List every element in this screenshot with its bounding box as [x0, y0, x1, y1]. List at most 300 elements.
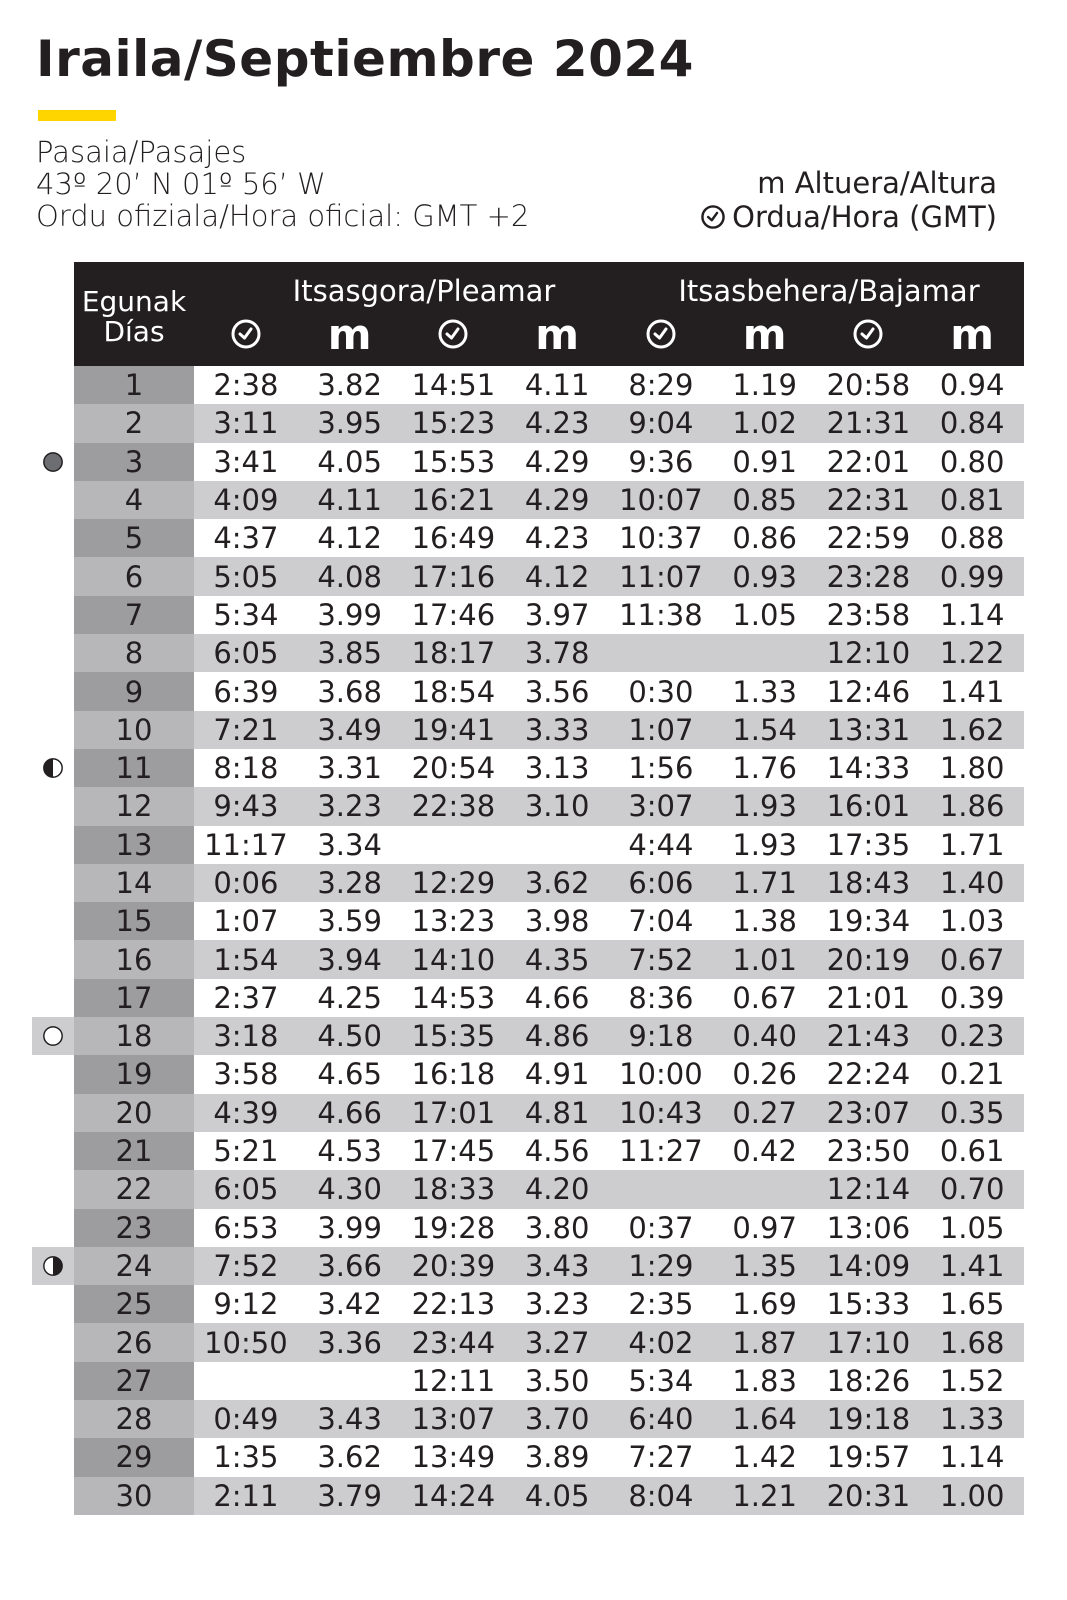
high-tide-header: Itsasgora/Pleamar	[292, 274, 556, 308]
low-tide-2-height: 0.61	[939, 1134, 1005, 1169]
high-tide-1-height: 3.95	[317, 406, 382, 441]
low-tide-2-time: 19:57	[826, 1440, 911, 1475]
high-tide-2-time: 18:17	[411, 636, 496, 671]
high-tide-2-height: 4.05	[524, 1478, 590, 1513]
low-tide-1-time: 7:52	[628, 942, 694, 977]
height-header: m	[742, 310, 787, 359]
table-row	[74, 749, 1024, 787]
high-tide-1-height: 3.31	[317, 751, 382, 786]
high-tide-1-height: 4.66	[317, 1095, 382, 1130]
high-tide-2-time: 22:13	[411, 1287, 496, 1322]
low-tide-1-height: 1.01	[732, 942, 797, 977]
high-tide-1-time: 1:35	[213, 1440, 279, 1475]
low-tide-1-time: 1:56	[628, 751, 694, 786]
high-tide-1-height: 3.28	[317, 866, 382, 900]
table-row	[74, 596, 1024, 634]
low-tide-2-time: 21:01	[826, 980, 911, 1015]
low-tide-2-height: 0.35	[939, 1095, 1005, 1130]
low-tide-1-time: 1:29	[628, 1248, 694, 1283]
high-tide-1-height: 3.23	[317, 789, 382, 824]
high-tide-1-time: 7:52	[213, 1248, 279, 1283]
low-tide-1-time: 8:04	[628, 1478, 694, 1513]
table-row	[74, 634, 1024, 672]
low-tide-2-time: 20:19	[826, 942, 911, 977]
day-number: 21	[74, 1132, 194, 1170]
low-tide-2-time: 23:58	[826, 597, 911, 632]
high-tide-1-height: 3.42	[317, 1287, 382, 1322]
low-tide-2-time: 23:07	[826, 1095, 911, 1130]
high-tide-1-height: 4.08	[317, 559, 382, 594]
high-tide-2-time: 14:10	[411, 942, 496, 977]
days-header-es: Días	[103, 315, 165, 348]
low-tide-1-height: 1.54	[732, 712, 797, 747]
last-quarter-moon-icon	[32, 1247, 74, 1285]
high-tide-2-height: 4.23	[524, 521, 590, 556]
high-tide-2-height: 4.12	[524, 559, 590, 594]
days-header-eu: Egunak	[81, 285, 187, 318]
table-header	[74, 262, 1024, 366]
official-time: Ordu ofiziala/Hora oficial: GMT +2	[36, 199, 530, 233]
high-tide-2-time: 20:39	[411, 1248, 496, 1283]
low-tide-1-height: 0.86	[732, 521, 797, 556]
low-tide-1-height: 1.02	[732, 406, 797, 441]
table-row	[74, 1285, 1024, 1323]
low-tide-2-time: 22:31	[826, 483, 911, 518]
day-number: 13	[74, 826, 194, 864]
low-tide-2-time: 14:09	[826, 1248, 911, 1283]
low-tide-1-height: 0.40	[732, 1019, 797, 1054]
table-row	[74, 672, 1024, 710]
low-tide-2-height: 0.67	[939, 942, 1005, 977]
table-row	[74, 787, 1024, 825]
low-tide-1-time: 10:00	[619, 1057, 703, 1092]
low-tide-1-height: 0.85	[732, 483, 797, 518]
high-tide-1-time: 3:41	[213, 444, 279, 479]
low-tide-2-height: 1.40	[939, 866, 1005, 900]
low-tide-1-time: 6:40	[628, 1402, 694, 1437]
low-tide-1-height: 0.67	[732, 980, 797, 1015]
legend-height-label: m Altuera/Altura	[757, 166, 997, 200]
high-tide-2-time: 13:23	[411, 904, 496, 939]
low-tide-2-time: 21:43	[826, 1019, 911, 1054]
low-tide-2-height: 0.99	[939, 559, 1005, 594]
high-tide-2-height: 4.66	[524, 980, 590, 1015]
day-number: 5	[74, 519, 194, 557]
low-tide-1-height: 1.93	[732, 827, 797, 862]
low-tide-1-time: 4:02	[628, 1325, 694, 1360]
first-quarter-moon-icon	[32, 749, 74, 787]
high-tide-1-time: 4:39	[213, 1095, 279, 1130]
low-tide-1-time: 10:43	[619, 1095, 703, 1130]
table-row	[74, 1438, 1024, 1476]
high-tide-2-height: 3.97	[524, 597, 590, 632]
high-tide-1-time: 1:54	[213, 942, 279, 977]
table-row	[74, 443, 1024, 481]
low-tide-1-time: 10:07	[619, 483, 703, 518]
low-tide-1-time: 9:18	[628, 1019, 694, 1054]
high-tide-2-height: 4.29	[524, 483, 590, 518]
low-tide-1-height: 1.33	[732, 674, 797, 709]
high-tide-2-height: 3.98	[524, 904, 590, 939]
low-tide-2-time: 20:31	[826, 1478, 911, 1513]
high-tide-1-time: 4:09	[213, 483, 279, 518]
low-tide-1-time: 11:07	[619, 559, 703, 594]
high-tide-1-height: 3.62	[317, 1440, 382, 1475]
high-tide-1-height: 4.53	[317, 1134, 382, 1169]
high-tide-2-time: 14:53	[411, 980, 496, 1015]
low-tide-1-height: 1.71	[732, 866, 797, 900]
low-tide-2-time: 23:28	[826, 559, 911, 594]
height-header: m	[950, 310, 994, 359]
low-tide-2-height: 0.88	[939, 521, 1005, 556]
low-tide-1-time: 9:36	[628, 444, 694, 479]
low-tide-1-time: 11:27	[619, 1134, 703, 1169]
low-tide-1-time: 8:36	[628, 980, 694, 1015]
low-tide-2-height: 1.00	[939, 1478, 1005, 1513]
high-tide-1-time: 2:11	[213, 1478, 279, 1513]
low-tide-2-height: 1.41	[939, 674, 1005, 709]
high-tide-1-height: 4.65	[317, 1057, 382, 1092]
high-tide-1-time: 3:58	[213, 1057, 279, 1092]
high-tide-1-height: 3.99	[317, 1210, 382, 1245]
low-tide-1-height: 1.35	[732, 1248, 797, 1283]
table-row	[74, 1170, 1024, 1208]
high-tide-2-height: 3.13	[524, 751, 590, 786]
clock-icon	[700, 204, 726, 230]
day-number: 7	[74, 596, 194, 634]
high-tide-1-height: 4.12	[317, 521, 382, 556]
high-tide-1-time: 10:50	[204, 1325, 288, 1360]
high-tide-2-height: 3.80	[524, 1210, 590, 1245]
low-tide-1-time: 7:04	[628, 904, 694, 939]
day-number: 24	[74, 1247, 194, 1285]
high-tide-1-time: 0:06	[213, 866, 279, 900]
high-tide-1-time: 7:21	[213, 712, 279, 747]
low-tide-1-height: 0.27	[732, 1095, 797, 1130]
high-tide-2-time: 16:49	[411, 521, 496, 556]
low-tide-2-height: 1.14	[939, 1440, 1005, 1475]
day-number: 30	[74, 1477, 194, 1515]
high-tide-1-time: 8:18	[213, 751, 279, 786]
table-row	[74, 1017, 1024, 1055]
high-tide-2-time: 14:51	[411, 368, 496, 403]
accent-bar	[38, 110, 116, 121]
low-tide-2-time: 23:50	[826, 1134, 911, 1169]
table-row	[74, 404, 1024, 442]
low-tide-1-height: 0.93	[732, 559, 797, 594]
day-number: 29	[74, 1438, 194, 1476]
high-tide-2-height: 4.35	[524, 942, 590, 977]
low-tide-2-time: 12:10	[826, 636, 911, 671]
high-tide-2-time: 22:38	[411, 789, 496, 824]
low-tide-2-time: 22:01	[826, 444, 911, 479]
low-tide-2-time: 15:33	[826, 1287, 911, 1322]
high-tide-2-time: 17:16	[411, 559, 496, 594]
day-number: 8	[74, 634, 194, 672]
tide-table	[74, 262, 1024, 1515]
high-tide-2-height: 3.89	[524, 1440, 590, 1475]
high-tide-2-height: 3.70	[524, 1402, 590, 1437]
low-tide-2-time: 16:01	[826, 789, 911, 824]
low-tide-1-height: 0.91	[732, 444, 797, 479]
low-tide-2-height: 1.22	[939, 636, 1005, 671]
high-tide-1-height: 4.50	[317, 1019, 382, 1054]
high-tide-1-time: 4:37	[213, 521, 279, 556]
low-tide-2-time: 22:59	[826, 521, 911, 556]
high-tide-1-height: 3.82	[317, 368, 382, 403]
low-tide-2-time: 17:35	[826, 827, 911, 862]
high-tide-1-height: 3.34	[317, 827, 382, 862]
low-tide-2-height: 1.62	[939, 712, 1005, 747]
high-tide-2-time: 14:24	[411, 1478, 496, 1513]
location-info	[36, 136, 529, 232]
low-tide-1-time: 2:35	[628, 1287, 694, 1322]
table-row	[74, 1132, 1024, 1170]
low-tide-1-time: 0:30	[628, 674, 694, 709]
legend-height	[700, 166, 997, 200]
low-tide-1-height: 1.19	[732, 368, 797, 403]
legend-time-label: Ordua/Hora (GMT)	[732, 200, 997, 234]
day-number: 19	[74, 1055, 194, 1093]
low-tide-2-time: 13:31	[826, 712, 911, 747]
low-tide-1-height: 1.69	[732, 1287, 797, 1322]
low-tide-2-height: 0.70	[939, 1172, 1005, 1207]
table-row	[74, 557, 1024, 595]
day-number: 4	[74, 481, 194, 519]
high-tide-2-time: 19:28	[411, 1210, 496, 1245]
high-tide-1-height: 3.68	[317, 674, 382, 709]
low-tide-1-height: 1.42	[732, 1440, 797, 1475]
low-tide-1-time: 6:06	[628, 866, 694, 900]
high-tide-1-time: 2:37	[213, 980, 279, 1015]
low-tide-1-height: 1.05	[732, 597, 797, 632]
low-tide-2-height: 1.14	[939, 597, 1005, 632]
high-tide-2-time: 16:21	[411, 483, 496, 518]
high-tide-1-height: 3.49	[317, 712, 382, 747]
high-tide-1-time: 9:12	[213, 1287, 279, 1322]
high-tide-2-time: 15:23	[411, 406, 496, 441]
day-number: 16	[74, 940, 194, 978]
high-tide-2-time: 15:35	[411, 1019, 496, 1054]
high-tide-2-height: 3.23	[524, 1287, 590, 1322]
high-tide-2-height: 4.29	[524, 444, 590, 479]
high-tide-2-time: 17:45	[411, 1134, 496, 1169]
high-tide-1-time: 11:17	[204, 827, 288, 862]
low-tide-2-height: 1.68	[939, 1325, 1005, 1360]
day-number: 3	[74, 443, 194, 481]
high-tide-1-height: 3.59	[317, 904, 382, 939]
day-number: 12	[74, 787, 194, 825]
low-tide-2-height: 1.41	[939, 1248, 1005, 1283]
low-tide-2-height: 0.21	[939, 1057, 1005, 1092]
low-tide-2-height: 1.65	[939, 1287, 1005, 1322]
low-tide-2-height: 1.80	[939, 751, 1005, 786]
day-number: 9	[74, 672, 194, 710]
low-tide-1-time: 4:44	[628, 827, 694, 862]
high-tide-2-height: 4.11	[524, 368, 590, 403]
low-tide-1-time: 9:04	[628, 406, 694, 441]
day-number: 10	[74, 711, 194, 749]
high-tide-2-time: 12:11	[411, 1363, 496, 1398]
table-row	[74, 1323, 1024, 1361]
low-tide-1-height: 0.42	[732, 1134, 797, 1169]
low-tide-1-height: 1.21	[732, 1478, 797, 1513]
low-tide-2-time: 19:18	[826, 1402, 911, 1437]
low-tide-1-height: 1.38	[732, 904, 797, 939]
high-tide-2-time: 18:33	[411, 1172, 496, 1207]
low-tide-2-time: 18:26	[826, 1363, 911, 1398]
low-tide-2-time: 22:24	[826, 1057, 911, 1092]
low-tide-2-height: 0.23	[939, 1019, 1005, 1054]
full-moon-icon	[32, 1017, 74, 1055]
day-number: 17	[74, 979, 194, 1017]
high-tide-1-height: 3.94	[317, 942, 382, 977]
location-coords: 43º 20’ N 01º 56’ W	[36, 167, 326, 201]
table-row	[74, 1094, 1024, 1132]
table-row	[74, 1362, 1024, 1400]
high-tide-1-time: 3:11	[213, 406, 279, 441]
legend-time	[700, 200, 997, 234]
low-tide-1-height: 0.97	[732, 1210, 797, 1245]
day-number: 11	[74, 749, 194, 787]
high-tide-1-time: 6:05	[213, 1172, 279, 1207]
high-tide-1-time: 2:38	[213, 368, 279, 403]
high-tide-2-time: 12:29	[411, 866, 496, 900]
table-row	[74, 519, 1024, 557]
height-header: m	[327, 310, 372, 359]
days-header	[74, 262, 194, 366]
low-tide-1-time: 8:29	[628, 368, 694, 403]
day-number: 6	[74, 557, 194, 595]
day-number: 27	[74, 1362, 194, 1400]
low-tide-2-time: 17:10	[826, 1325, 911, 1360]
high-tide-1-height: 3.85	[317, 636, 382, 671]
low-tide-1-time: 0:37	[628, 1210, 694, 1245]
page-title: Iraila/Septiembre 2024	[36, 30, 694, 88]
day-number: 25	[74, 1285, 194, 1323]
high-tide-1-time: 5:05	[213, 559, 279, 594]
table-row	[74, 481, 1024, 519]
low-tide-1-height: 0.26	[732, 1057, 797, 1092]
low-tide-2-time: 12:14	[826, 1172, 911, 1207]
high-tide-2-time: 17:46	[411, 597, 496, 632]
table-row	[74, 1400, 1024, 1438]
day-number: 23	[74, 1209, 194, 1247]
high-tide-2-height: 3.50	[524, 1363, 590, 1398]
table-row	[74, 1247, 1024, 1285]
height-header: m	[535, 310, 579, 359]
day-number: 26	[74, 1323, 194, 1361]
table-row	[74, 711, 1024, 749]
low-tide-2-height: 0.80	[939, 444, 1005, 479]
high-tide-2-height: 3.10	[524, 789, 590, 824]
location-name: Pasaia/Pasajes	[36, 135, 247, 169]
low-tide-2-time: 20:58	[826, 368, 911, 403]
day-number: 28	[74, 1400, 194, 1438]
high-tide-2-height: 3.27	[524, 1325, 590, 1360]
table-body	[74, 366, 1024, 1515]
high-tide-2-height: 4.86	[524, 1019, 590, 1054]
high-tide-2-height: 4.23	[524, 406, 590, 441]
low-tide-2-time: 21:31	[826, 406, 911, 441]
table-row	[74, 902, 1024, 940]
day-number: 20	[74, 1094, 194, 1132]
high-tide-2-height: 4.81	[524, 1095, 590, 1130]
high-tide-1-time: 6:53	[213, 1210, 279, 1245]
high-tide-1-time: 5:34	[213, 597, 279, 632]
legend	[700, 166, 997, 234]
high-tide-1-height: 3.99	[317, 597, 382, 632]
high-tide-1-height: 4.25	[317, 980, 382, 1015]
day-number: 18	[74, 1017, 194, 1055]
high-tide-1-height: 3.43	[317, 1402, 382, 1437]
high-tide-1-height: 4.11	[317, 483, 382, 518]
low-tide-1-time: 1:07	[628, 712, 694, 747]
high-tide-2-height: 3.43	[524, 1248, 590, 1283]
high-tide-1-time: 6:39	[213, 674, 279, 709]
table-row	[74, 826, 1024, 864]
high-tide-2-height: 3.56	[524, 674, 590, 709]
low-tide-1-time: 7:27	[628, 1440, 694, 1475]
low-tide-2-time: 13:06	[826, 1210, 911, 1245]
high-tide-1-time: 3:18	[213, 1019, 279, 1054]
high-tide-2-time: 17:01	[411, 1095, 496, 1130]
table-row	[74, 1477, 1024, 1515]
high-tide-2-time: 13:07	[411, 1402, 496, 1437]
low-tide-1-height: 1.64	[732, 1402, 797, 1437]
low-tide-2-height: 1.03	[939, 904, 1005, 939]
high-tide-2-time: 19:41	[411, 712, 496, 747]
table-row	[74, 979, 1024, 1017]
high-tide-2-time: 15:53	[411, 444, 496, 479]
day-number: 14	[74, 864, 194, 902]
high-tide-1-time: 5:21	[213, 1134, 279, 1169]
low-tide-2-height: 0.94	[939, 368, 1005, 403]
high-tide-2-time: 23:44	[411, 1325, 496, 1360]
day-number: 1	[74, 366, 194, 404]
high-tide-1-time: 6:05	[213, 636, 279, 671]
table-row	[74, 940, 1024, 978]
high-tide-1-height: 4.30	[317, 1172, 382, 1207]
high-tide-1-time: 9:43	[213, 789, 279, 824]
high-tide-2-time: 18:54	[411, 674, 496, 709]
low-tide-header: Itsasbehera/Bajamar	[678, 274, 980, 308]
low-tide-2-height: 1.52	[939, 1363, 1005, 1398]
high-tide-1-time: 0:49	[213, 1402, 279, 1437]
table-row	[74, 864, 1024, 902]
high-tide-2-height: 3.62	[524, 866, 590, 900]
low-tide-1-height: 1.87	[732, 1325, 797, 1360]
low-tide-1-height: 1.93	[732, 789, 797, 824]
high-tide-1-height: 4.05	[317, 444, 382, 479]
low-tide-1-time: 11:38	[619, 597, 703, 632]
table-row	[74, 366, 1024, 404]
low-tide-2-height: 1.33	[939, 1402, 1005, 1437]
low-tide-2-height: 1.05	[939, 1210, 1005, 1245]
high-tide-2-time: 16:18	[411, 1057, 496, 1092]
low-tide-2-height: 0.84	[939, 406, 1005, 441]
high-tide-2-height: 4.91	[524, 1057, 590, 1092]
high-tide-1-time: 1:07	[213, 904, 279, 939]
high-tide-1-height: 3.79	[317, 1478, 382, 1513]
low-tide-2-height: 1.86	[939, 789, 1005, 824]
high-tide-2-height: 4.20	[524, 1172, 590, 1207]
low-tide-2-height: 0.81	[939, 483, 1005, 518]
table-row	[74, 1209, 1024, 1247]
day-number: 2	[74, 404, 194, 442]
low-tide-2-height: 0.39	[939, 980, 1005, 1015]
low-tide-1-height: 1.83	[732, 1363, 797, 1398]
